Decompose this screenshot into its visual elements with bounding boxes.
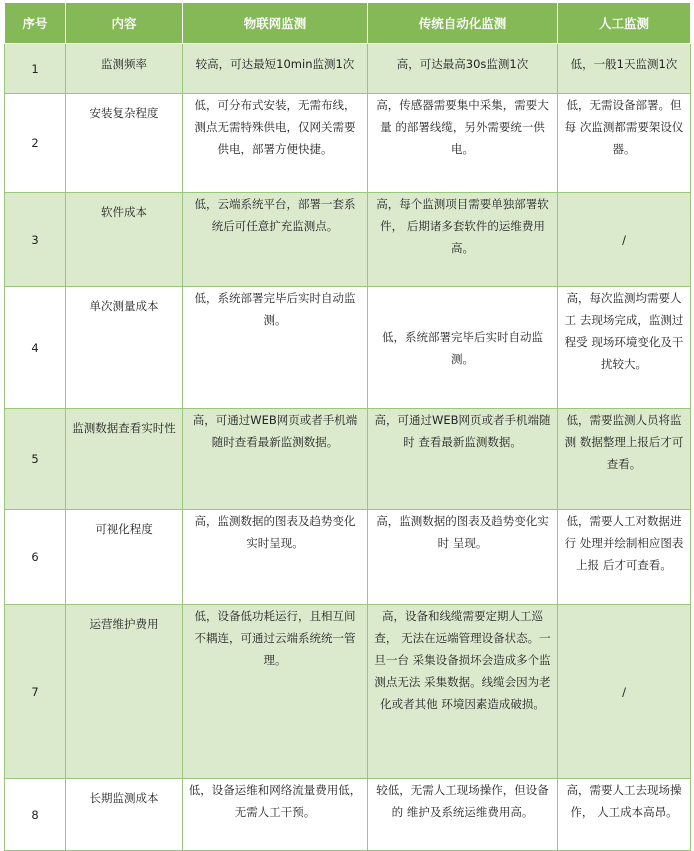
table-row <box>5 605 691 779</box>
cell-iot: 高，监测数据的图表及趋势变化 实时呈现。 <box>183 510 368 605</box>
comparison-table-container <box>4 2 690 851</box>
cell-manual: 高，需要人工去现场操作， 人工成本高昂。 <box>558 779 691 851</box>
cell-item: 软件成本 <box>66 193 183 287</box>
cell-item: 长期监测成本 <box>66 779 183 851</box>
cell-manual: 低，无需设备部署。但每 次监测都需要架设仪器。 <box>558 94 691 193</box>
cell-iot: 较高，可达最短10min监测1次 <box>183 44 368 94</box>
header-row <box>5 3 691 44</box>
cell-iot: 低，可分布式安装，无需布线， 测点无需特殊供电，仅网关需要 供电，部署方便快捷。 <box>183 94 368 193</box>
cell-iot: 低，设备低功耗运行，且相互间 不耦连，可通过云端系统统一管 理。 <box>183 605 368 779</box>
cell-no: 3 <box>5 193 66 287</box>
cell-auto: 低，系统部署完毕后实时自动监测。 <box>368 287 558 409</box>
table-row <box>5 94 691 193</box>
cell-item: 单次测量成本 <box>66 287 183 409</box>
cell-manual: 高，每次监测均需要人工 去现场完成，监测过程受 现场环境变化及干扰较大。 <box>558 287 691 409</box>
cell-iot: 低，设备运维和网络流量费用低， 无需人工干预。 <box>183 779 368 851</box>
table-row <box>5 779 691 851</box>
cell-no: 2 <box>5 94 66 193</box>
table-row <box>5 510 691 605</box>
cell-auto: 高，可通过WEB网页或者手机端随时 查看最新监测数据。 <box>368 409 558 510</box>
cell-iot: 低，系统部署完毕后实时自动监 测。 <box>183 287 368 409</box>
cell-item: 监测数据查看实时性 <box>66 409 183 510</box>
cell-no: 5 <box>5 409 66 510</box>
cell-iot: 高，可通过WEB网页或者手机端 随时查看最新监测数据。 <box>183 409 368 510</box>
header-item: 内容 <box>66 3 183 44</box>
cell-auto: 高，监测数据的图表及趋势变化实时 呈现。 <box>368 510 558 605</box>
cell-manual: 低，一般1天监测1次 <box>558 44 691 94</box>
monitoring-comparison-table <box>4 2 691 851</box>
cell-item: 安装复杂程度 <box>66 94 183 193</box>
table-row <box>5 287 691 409</box>
header-auto: 传统自动化监测 <box>368 3 558 44</box>
cell-manual: 低，需要监测人员将监测 数据整理上报后才可查看。 <box>558 409 691 510</box>
cell-auto: 高，每个监测项目需要单独部署软件， 后期诸多套软件的运维费用高。 <box>368 193 558 287</box>
cell-item: 运营维护费用 <box>66 605 183 779</box>
cell-auto: 较低，无需人工现场操作，但设备的 维护及系统运维费用高。 <box>368 779 558 851</box>
cell-iot: 低，云端系统平台，部署一套系 统后可任意扩充监测点。 <box>183 193 368 287</box>
cell-manual: 低，需要人工对数据进行 处理并绘制相应图表上报 后才可查看。 <box>558 510 691 605</box>
cell-no: 4 <box>5 287 66 409</box>
cell-auto: 高，传感器需要集中采集，需要大量 的部署线缆，另外需要统一供电。 <box>368 94 558 193</box>
cell-no: 8 <box>5 779 66 851</box>
cell-auto: 高，可达最高30s监测1次 <box>368 44 558 94</box>
cell-no: 6 <box>5 510 66 605</box>
cell-no: 7 <box>5 605 66 779</box>
cell-manual: / <box>558 605 691 779</box>
header-iot: 物联网监测 <box>183 3 368 44</box>
table-row <box>5 44 691 94</box>
cell-item: 监测频率 <box>66 44 183 94</box>
table-row <box>5 409 691 510</box>
cell-no: 1 <box>5 44 66 94</box>
cell-auto: 高，设备和线缆需要定期人工巡查， 无法在远端管理设备状态。一旦一台 采集设备损坏会造成多个监测点无法 采集数据。线缆会因为老化或者其他 环境因素造成破损。 <box>368 605 558 779</box>
header-manual: 人工监测 <box>558 3 691 44</box>
cell-item: 可视化程度 <box>66 510 183 605</box>
table-row <box>5 193 691 287</box>
cell-manual: / <box>558 193 691 287</box>
header-no: 序号 <box>5 3 66 44</box>
